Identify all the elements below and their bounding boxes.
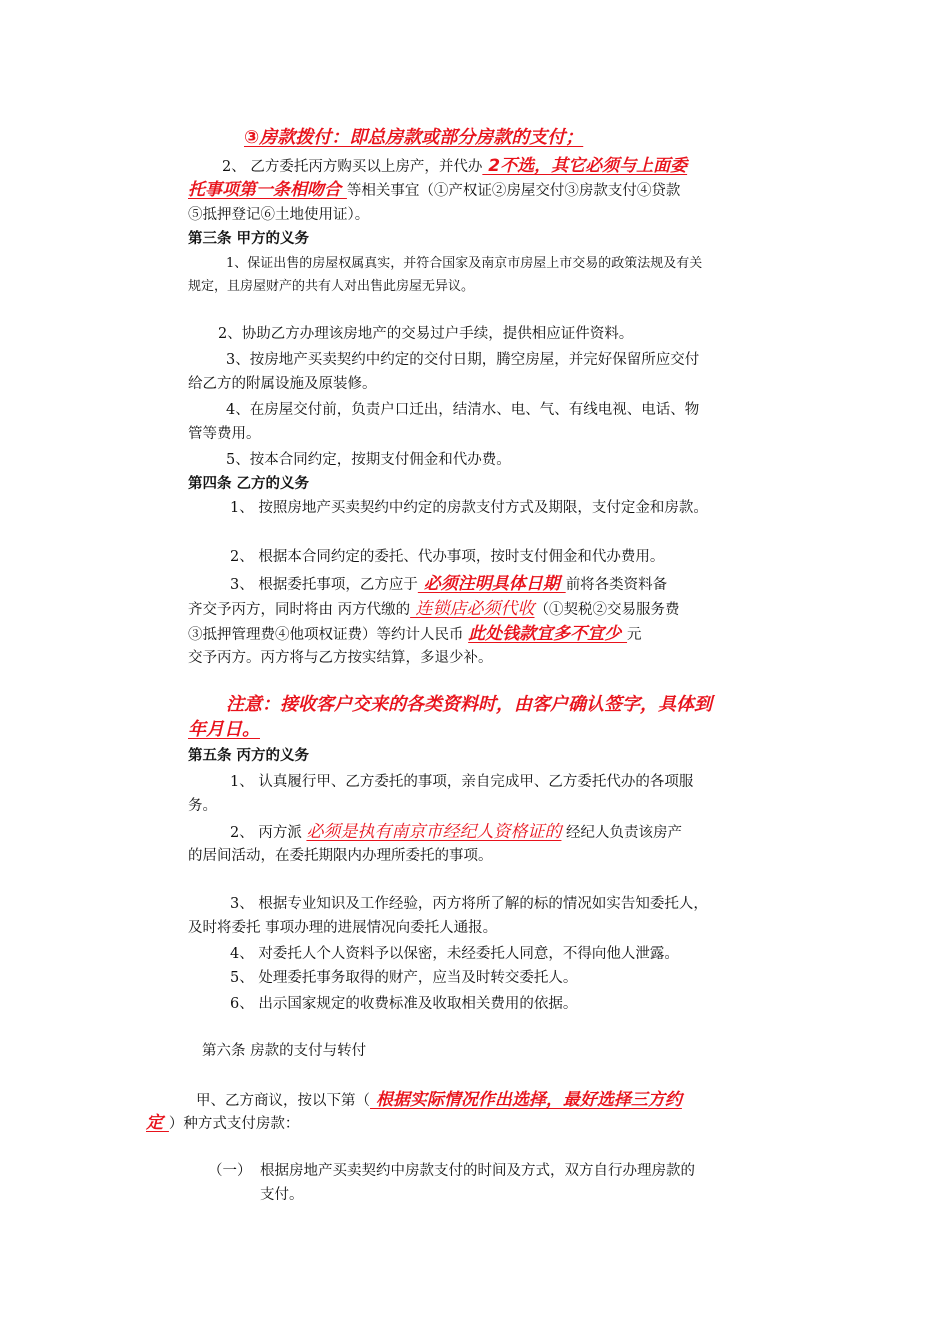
paragraph-line: 支付。 [260,1187,304,1203]
paragraph-line: 管等费用。 [188,426,261,442]
paragraph-line: 3、 根据专业知识及工作经验，丙方将所了解的标的情况如实告知委托人， [230,896,708,912]
paragraph-line: 交予丙方。丙方将与乙方按实结算，多退少补。 [188,650,493,666]
text-span: 元 [627,627,642,643]
paragraph-line [196,1090,682,1111]
paragraph-line [188,624,642,645]
red-fill-in: 连锁店必须代收 [410,599,535,619]
red-fill-in: 2不选，其它必须与上面委 [482,156,688,176]
text-span: （①契税②交易服务费 [534,602,680,618]
paragraph-line [230,822,682,843]
paragraph-line: 6、 出示国家规定的收费标准及收取相关费用的依据。 [230,996,578,1012]
paragraph-line: 给乙方的附属设施及原装修。 [188,376,377,392]
note-payment-disbursement [244,128,583,148]
section-heading-5: 第五条 丙方的义务 [188,747,310,764]
paragraph-line: 4、在房屋交付前，负责户口迁出，结清水、电、气、有线电视、电话、物 [226,402,700,418]
paragraph-line: 及时将委托 事项办理的进展情况向委托人通报。 [188,920,498,936]
paragraph-line: ⑤抵押登记⑥土地使用证）。 [188,207,370,223]
text-span: 经纪人负责该房产 [561,825,683,841]
paragraph-line: 务。 [188,798,217,814]
paragraph-line [146,1113,299,1134]
paragraph-line: 2、 根据本合同约定的委托、代办事项，按时支付佣金和代办费用。 [230,549,665,565]
text-span: ③抵押管理费④他项权证费）等约计人民币 [188,627,469,643]
paragraph-line: 1、 按照房地产买卖契约中约定的房款支付方式及期限，支付定金和房款。 [230,500,708,516]
red-fill-in: 必须是执有南京市经纪人资格证的 [306,822,562,842]
red-attention-note: 年月日。 [188,719,260,740]
paragraph-line: 规定，且房屋财产的共有人对出售此房屋无异议。 [188,279,475,294]
text-span: 甲、乙方商议，按以下第（ [196,1093,370,1109]
paragraph-line [230,574,667,595]
paragraph-line: 4、 对委托人个人资料予以保密，未经委托人同意，不得向他人泄露。 [230,946,679,962]
paragraph-line [222,156,687,177]
section-heading-3: 第三条 甲方的义务 [188,230,310,247]
paragraph-line [188,599,680,620]
text-span: 前将各类资料备 [565,577,668,593]
paragraph-line: 5、 处理委托事务取得的财产，应当及时转交委托人。 [230,970,578,986]
paragraph-line: 3、按房地产买卖契约中约定的交付日期，腾空房屋，并完好保留所应交付 [226,352,700,368]
red-fill-in: 托事项第一条相吻合 [188,180,347,200]
red-fill-in: 必须注明具体日期 [417,574,566,594]
paragraph-line: 1、 认真履行甲、乙方委托的事项，亲自完成甲、乙方委托代办的各项服 [230,774,694,790]
text-span: 等相关事宜（①产权证②房屋交付③房款支付④贷款 [346,183,681,199]
red-attention-note: 注意：接收客户交来的各类资料时，由客户确认签字，具体到 [226,694,712,715]
red-fill-in: 定 [146,1113,169,1133]
text-span: ）种方式支付房款： [168,1116,300,1132]
paragraph-line: 5、按本合同约定，按期支付佣金和代办费。 [226,452,511,468]
red-fill-in: 此处钱款宜多不宜少 [468,624,628,644]
paragraph-line: 根据房地产买卖契约中房款支付的时间及方式，双方自行办理房款的 [260,1163,695,1179]
section-heading-4: 第四条 乙方的义务 [188,475,310,492]
paragraph-line: 的居间活动，在委托期限内办理所委托的事项。 [188,848,493,864]
paragraph-line: 1、保证出售的房屋权属真实，并符合国家及南京市房屋上市交易的政策法规及有关 [226,256,703,271]
list-number: （一） [208,1163,252,1179]
red-fill-in: 根据实际情况作出选择，最好选择三方约 [370,1090,682,1110]
text-span: 2、 乙方委托丙方购买以上房产，并代办 [222,159,483,175]
section-heading-6: 第六条 房款的支付与转付 [202,1043,367,1059]
paragraph-line: 2、协助乙方办理该房地产的交易过户手续，提供相应证件资料。 [218,326,634,342]
red-note-text: ③房款拨付：即总房款或部分房款的支付； [244,127,584,148]
text-span: 3、 根据委托事项，乙方应于 [230,577,418,593]
text-span: 2、 丙方派 [230,825,307,841]
text-span: 齐交予丙方，同时将由 丙方代缴的 [188,602,411,618]
paragraph-line [188,180,680,201]
